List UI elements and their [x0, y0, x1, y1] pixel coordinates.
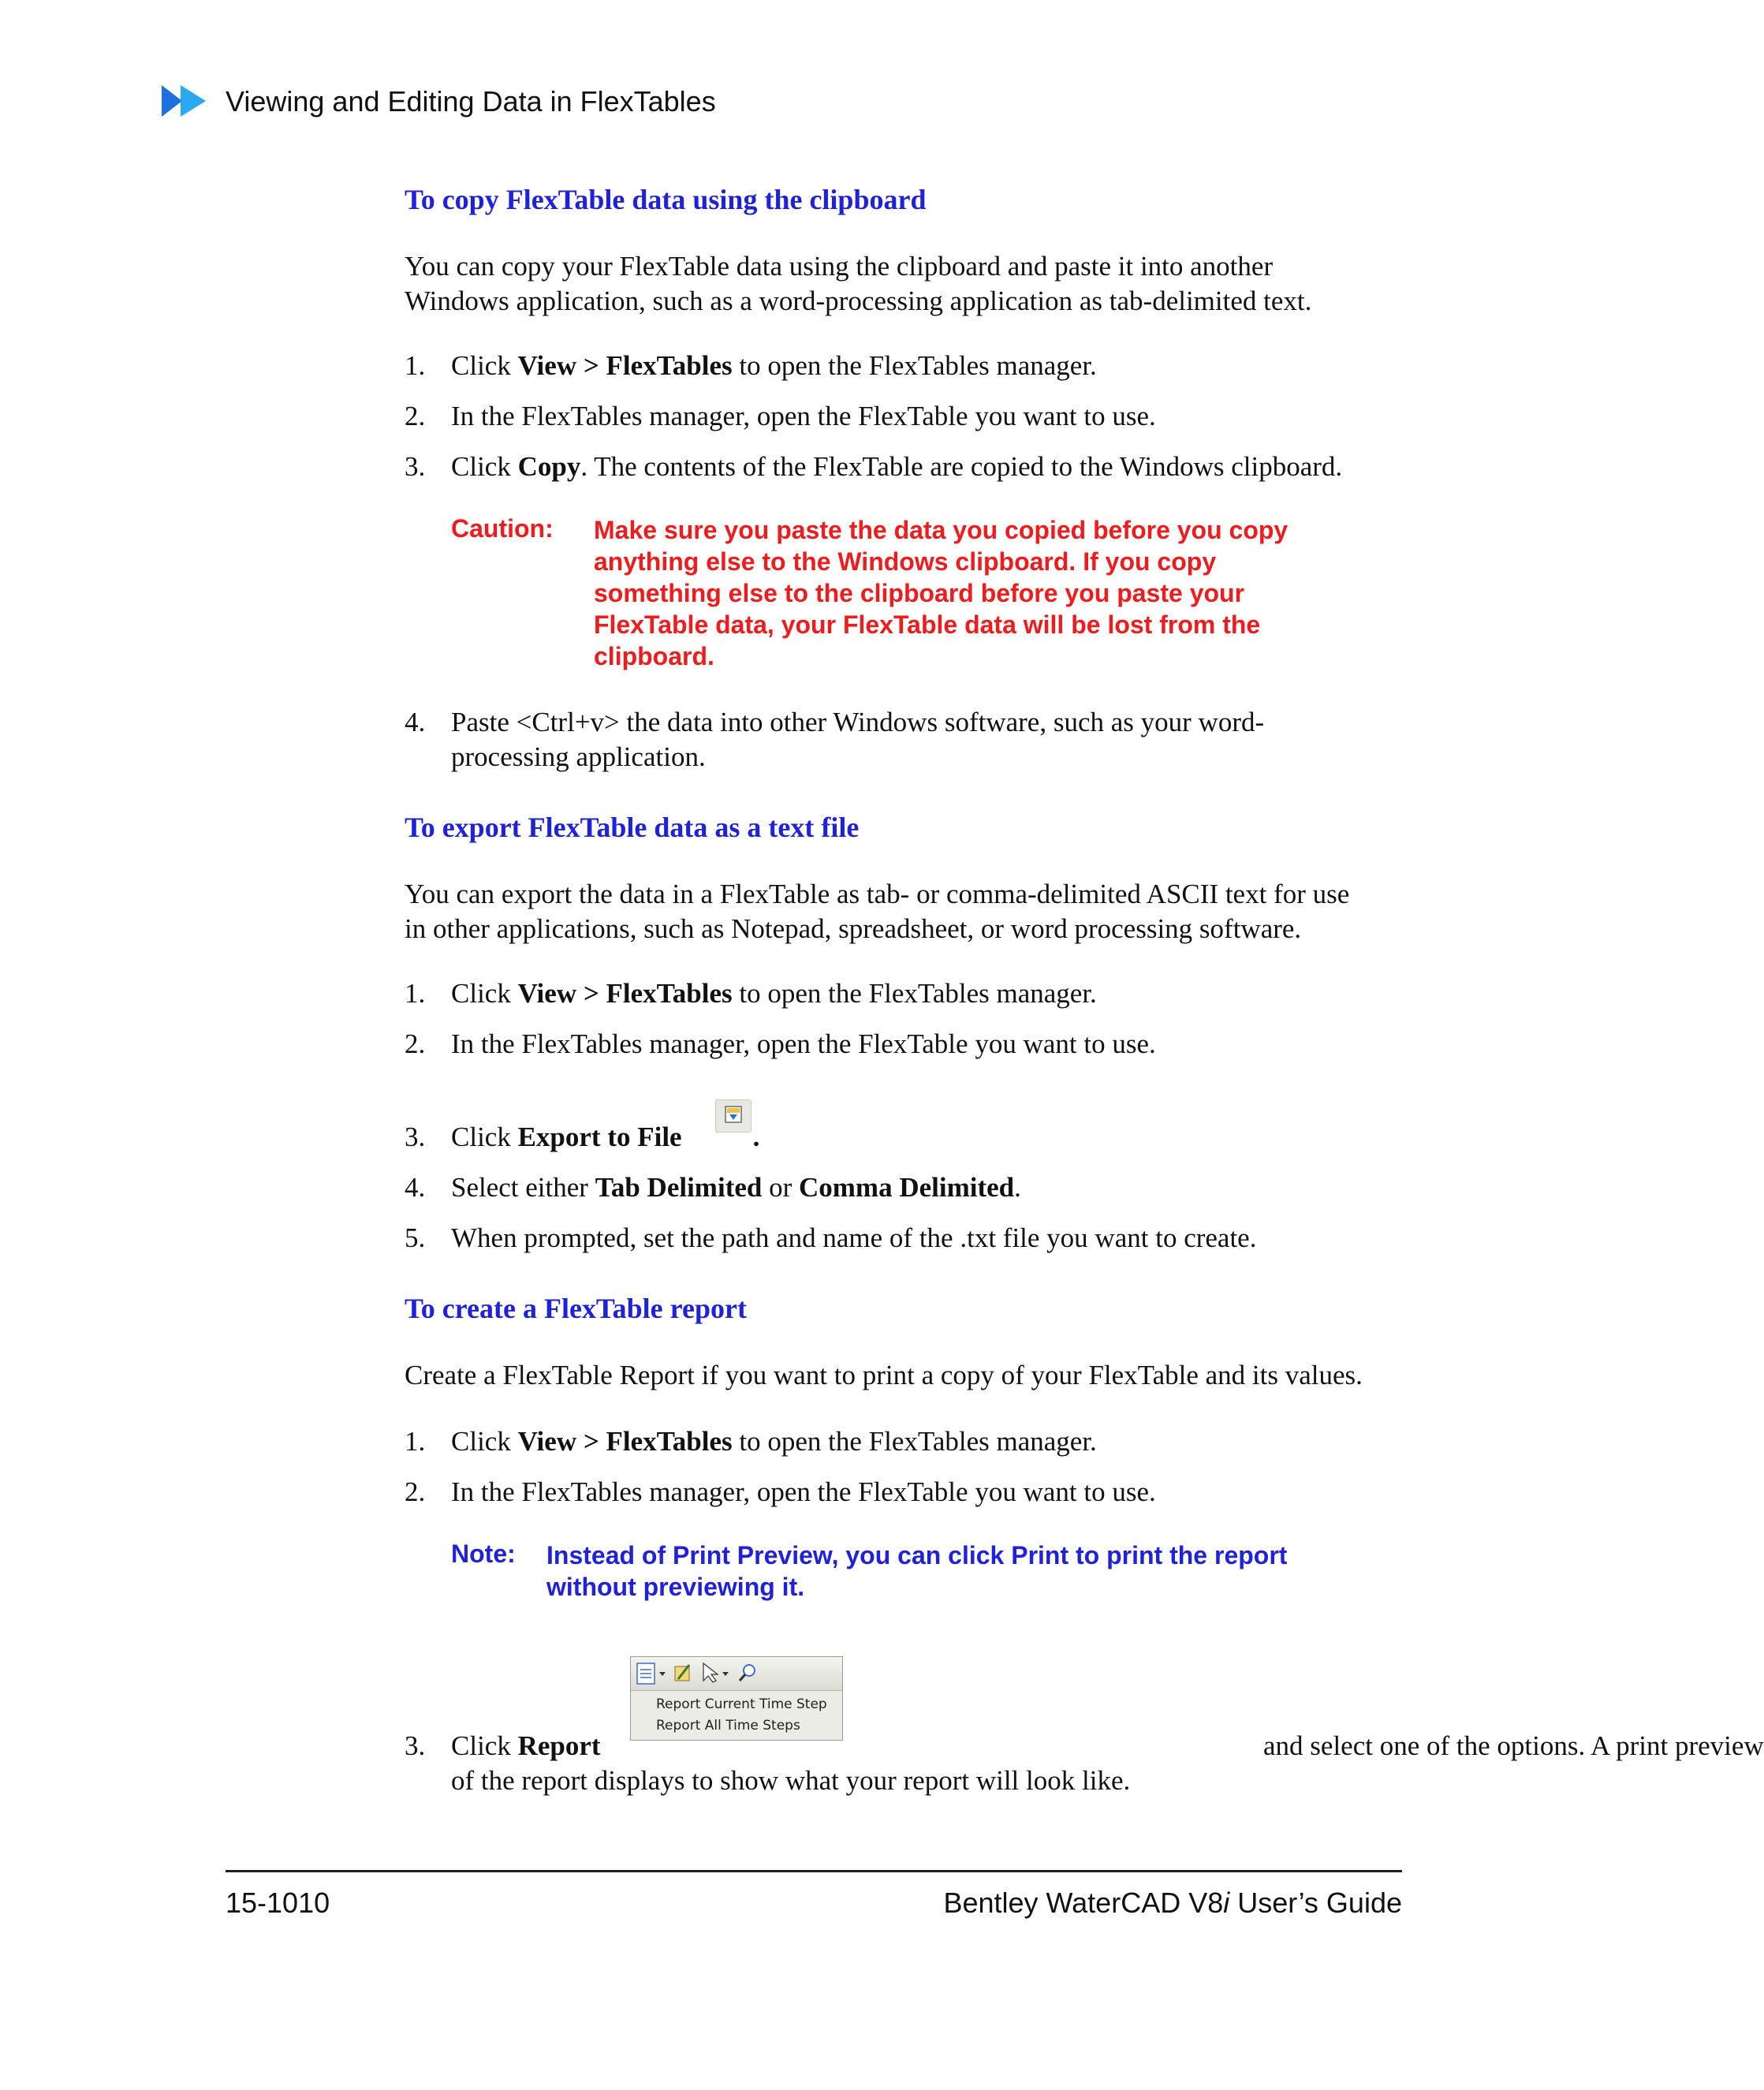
guide-title: Bentley WaterCAD V8i User’s Guide — [943, 1887, 1402, 1919]
double-arrow-icon — [162, 84, 212, 118]
caution-label: Caution: — [451, 514, 554, 543]
caution-text: Make sure you paste the data you copied before you copy anything else to the Windows clipboard. If you copy something else to the clipboard before you paste your FlexTable data, your FlexTable data will be lost from the clipboard. — [594, 516, 1289, 670]
menu-item-report-current-time-step[interactable]: Report Current Time Step — [656, 1696, 827, 1712]
export-intro: You can export the data in a FlexTable as tab- or comma-delimited ASCII text for use in other applications, such as Notepad, spreadsheet, or word processing software. — [405, 879, 1350, 944]
heading-create-report: To create a FlexTable report — [405, 1293, 747, 1324]
page-number: 15-1010 — [226, 1887, 330, 1919]
heading-export-text-file: To export FlexTable data as a text file — [405, 812, 860, 843]
note-label: Note: — [451, 1540, 516, 1568]
running-header: Viewing and Editing Data in FlexTables — [226, 85, 716, 118]
heading-copy-clipboard: To copy FlexTable data using the clipboard — [405, 184, 927, 215]
copy-intro: You can copy your FlexTable data using the clipboard and paste it into another Windows application, such as a word-processing application as tab-delimited text. — [405, 251, 1312, 316]
menu-item-report-all-time-steps[interactable]: Report All Time Steps — [656, 1718, 800, 1734]
document-page: Viewing and Editing Data in FlexTables To copy FlexTable data using the clipboard You can copy your FlexTable data using the clipboard and paste it into another Windows application, such as a word-processing application as tab-delimited text. 1. Click View > FlexTables to open the FlexTables manager. 2. In the FlexTables manager, open the FlexTable you want to use. 3. Click Copy. The contents of the FlexTable are copied to the Windows clipboard. Caution: Make sure you paste the data you copied before you copy anything else to the Windows clipboard. If you copy something else to the clipboard before you paste your FlexTable data, your FlexTable data will be lost from the clipboard. 4. Paste <Ctrl+v> the data into other Windows software, such as your word- processing application. To export FlexTable data as a text file You can export the data in a FlexTable as tab- or comma-delimited ASCII text for use in other applications, such as Notepad, spreadsheet, or word processing software. 1. Click View > FlexTables to open the FlexTables manager. 2. In the FlexTables manager, open the FlexTable you want to use. 3. Click Export to File . 4. Select either Tab Delimited or Comma Delimited. 5. When prompted, set the path and name of the .txt file you want to create. To create a FlexTable report Create a FlexTable Report if you want to print a copy of your FlexTable and its values. 1. Click View > FlexTables to open the FlexTables manager. 2. In the FlexTables manager, open the FlexTable you want to use. Note: Instead of Print Preview, you can click Print to print the report without previewing it. Report Current Time Step Report All Time Steps 3. Click Report and select one of the options. A print preview of the report displays to show what your report will look like. 15-1010 Bentley WaterCAD V8i User’s Guide — [0, 0, 1615, 2090]
export-to-file-icon[interactable] — [715, 1099, 751, 1133]
footer-rule — [226, 1870, 1402, 1872]
report-toolbar — [631, 1657, 842, 1691]
report-intro: Create a FlexTable Report if you want to print a copy of your FlexTable and its values. — [405, 1360, 1363, 1390]
report-dropdown-menu[interactable] — [630, 1656, 843, 1741]
note-text: Instead of Print Preview, you can click Print to print the report without previewing it. — [546, 1541, 1288, 1601]
